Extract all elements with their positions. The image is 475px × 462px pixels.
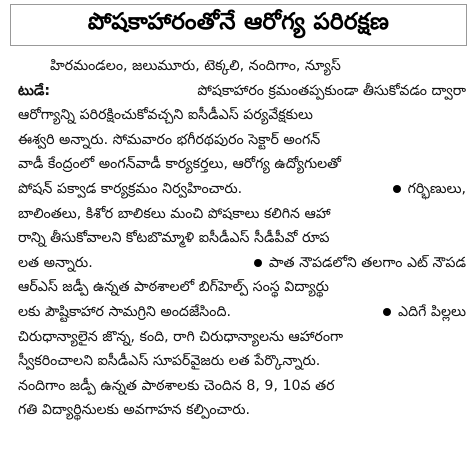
article-text: లకు పౌష్టికాహార సామగ్రిని అందజేసింది.: [18, 303, 231, 320]
bullet-group-3: [381, 300, 466, 325]
bullet-icon: [254, 259, 262, 267]
article-line-10: ఆర్ఎస్ జడ్పీ ఉన్నత పాఠశాలలో బిగ్‌హెల్ప్ సంస్థ విద్యార్థు: [18, 279, 329, 296]
article-line-14: నందిగాం జడ్పీ ఉన్నత పాఠశాలకు చెందిన 8, 9, 10వ తర: [18, 377, 335, 394]
article-line-15: గతి విద్యార్థినులకు అవగాహన కల్పించారు.: [18, 402, 251, 419]
article-line-13: స్వీకరించాలని ఐసీడీఎస్ సూపర్‌వైజరు లత పేర్కొన్నారు.: [18, 353, 321, 370]
bullet-group-2: [252, 251, 466, 276]
bullet-group-1: [391, 177, 466, 202]
article-text: గర్భిణులు,: [407, 180, 466, 197]
bullet-icon: [393, 185, 401, 193]
article-text: లత అన్నారు.: [18, 254, 93, 271]
article-line-3: ఆరోగ్యాన్ని పరిరక్షించుకోవచ్చని ఐసీడీఎస్ పర్యవేక్షకులు: [18, 107, 313, 124]
article-line-5: వాడీ కేంద్రంలో అంగన్‌వాడీ కార్యకర్తలు, ఆరోగ్య ఉద్యోగులతో: [18, 156, 342, 173]
article-line-1: హిరమండలం, జలుమూరు, టెక్కలి, నందిగాం, న్యూస్: [50, 58, 341, 74]
article-line-4: ఈశ్వరి అన్నారు. సోమవారం భగీరథపురం సెక్టార్ అంగన్: [18, 131, 321, 148]
article-line-8: రాన్ని తీసుకోవాలని కోటబొమ్మాళి ఐసీడీఎస్ సీడీపీవో రూప: [18, 230, 330, 247]
article-line-11: [18, 300, 466, 325]
article-line-6: [18, 177, 466, 202]
article-line-2: [18, 79, 466, 104]
article-text: ఎదిగే పిల్లలు: [398, 303, 466, 320]
article-text: పోషన్ పక్వాడ కార్యక్రమం నిర్వహించారు.: [18, 180, 243, 197]
bullet-icon: [383, 308, 391, 316]
article-text: పాత నౌపడలోని తలగాం ఎట్ నౌపడ: [268, 254, 466, 271]
article-body: [18, 54, 466, 423]
headline: పోషకాహారంతోనే ఆరోగ్య పరిరక్షణ: [10, 4, 467, 46]
article-line-12: చిరుధాన్యాలైన జొన్న, కంది, రాగి చిరుధాన్యాలను ఆహారంగా: [18, 328, 344, 345]
article-line-7: బాలింతలు, కిశోర బాలికలు మంచి పోషకాలు కలిగిన ఆహా: [18, 205, 331, 222]
article-line-9: [18, 251, 466, 276]
article-text: పోషకాహారం క్రమంతప్పకుండా తీసుకోవడం ద్వారా: [197, 82, 466, 99]
dateline: టుడే:: [18, 82, 51, 99]
